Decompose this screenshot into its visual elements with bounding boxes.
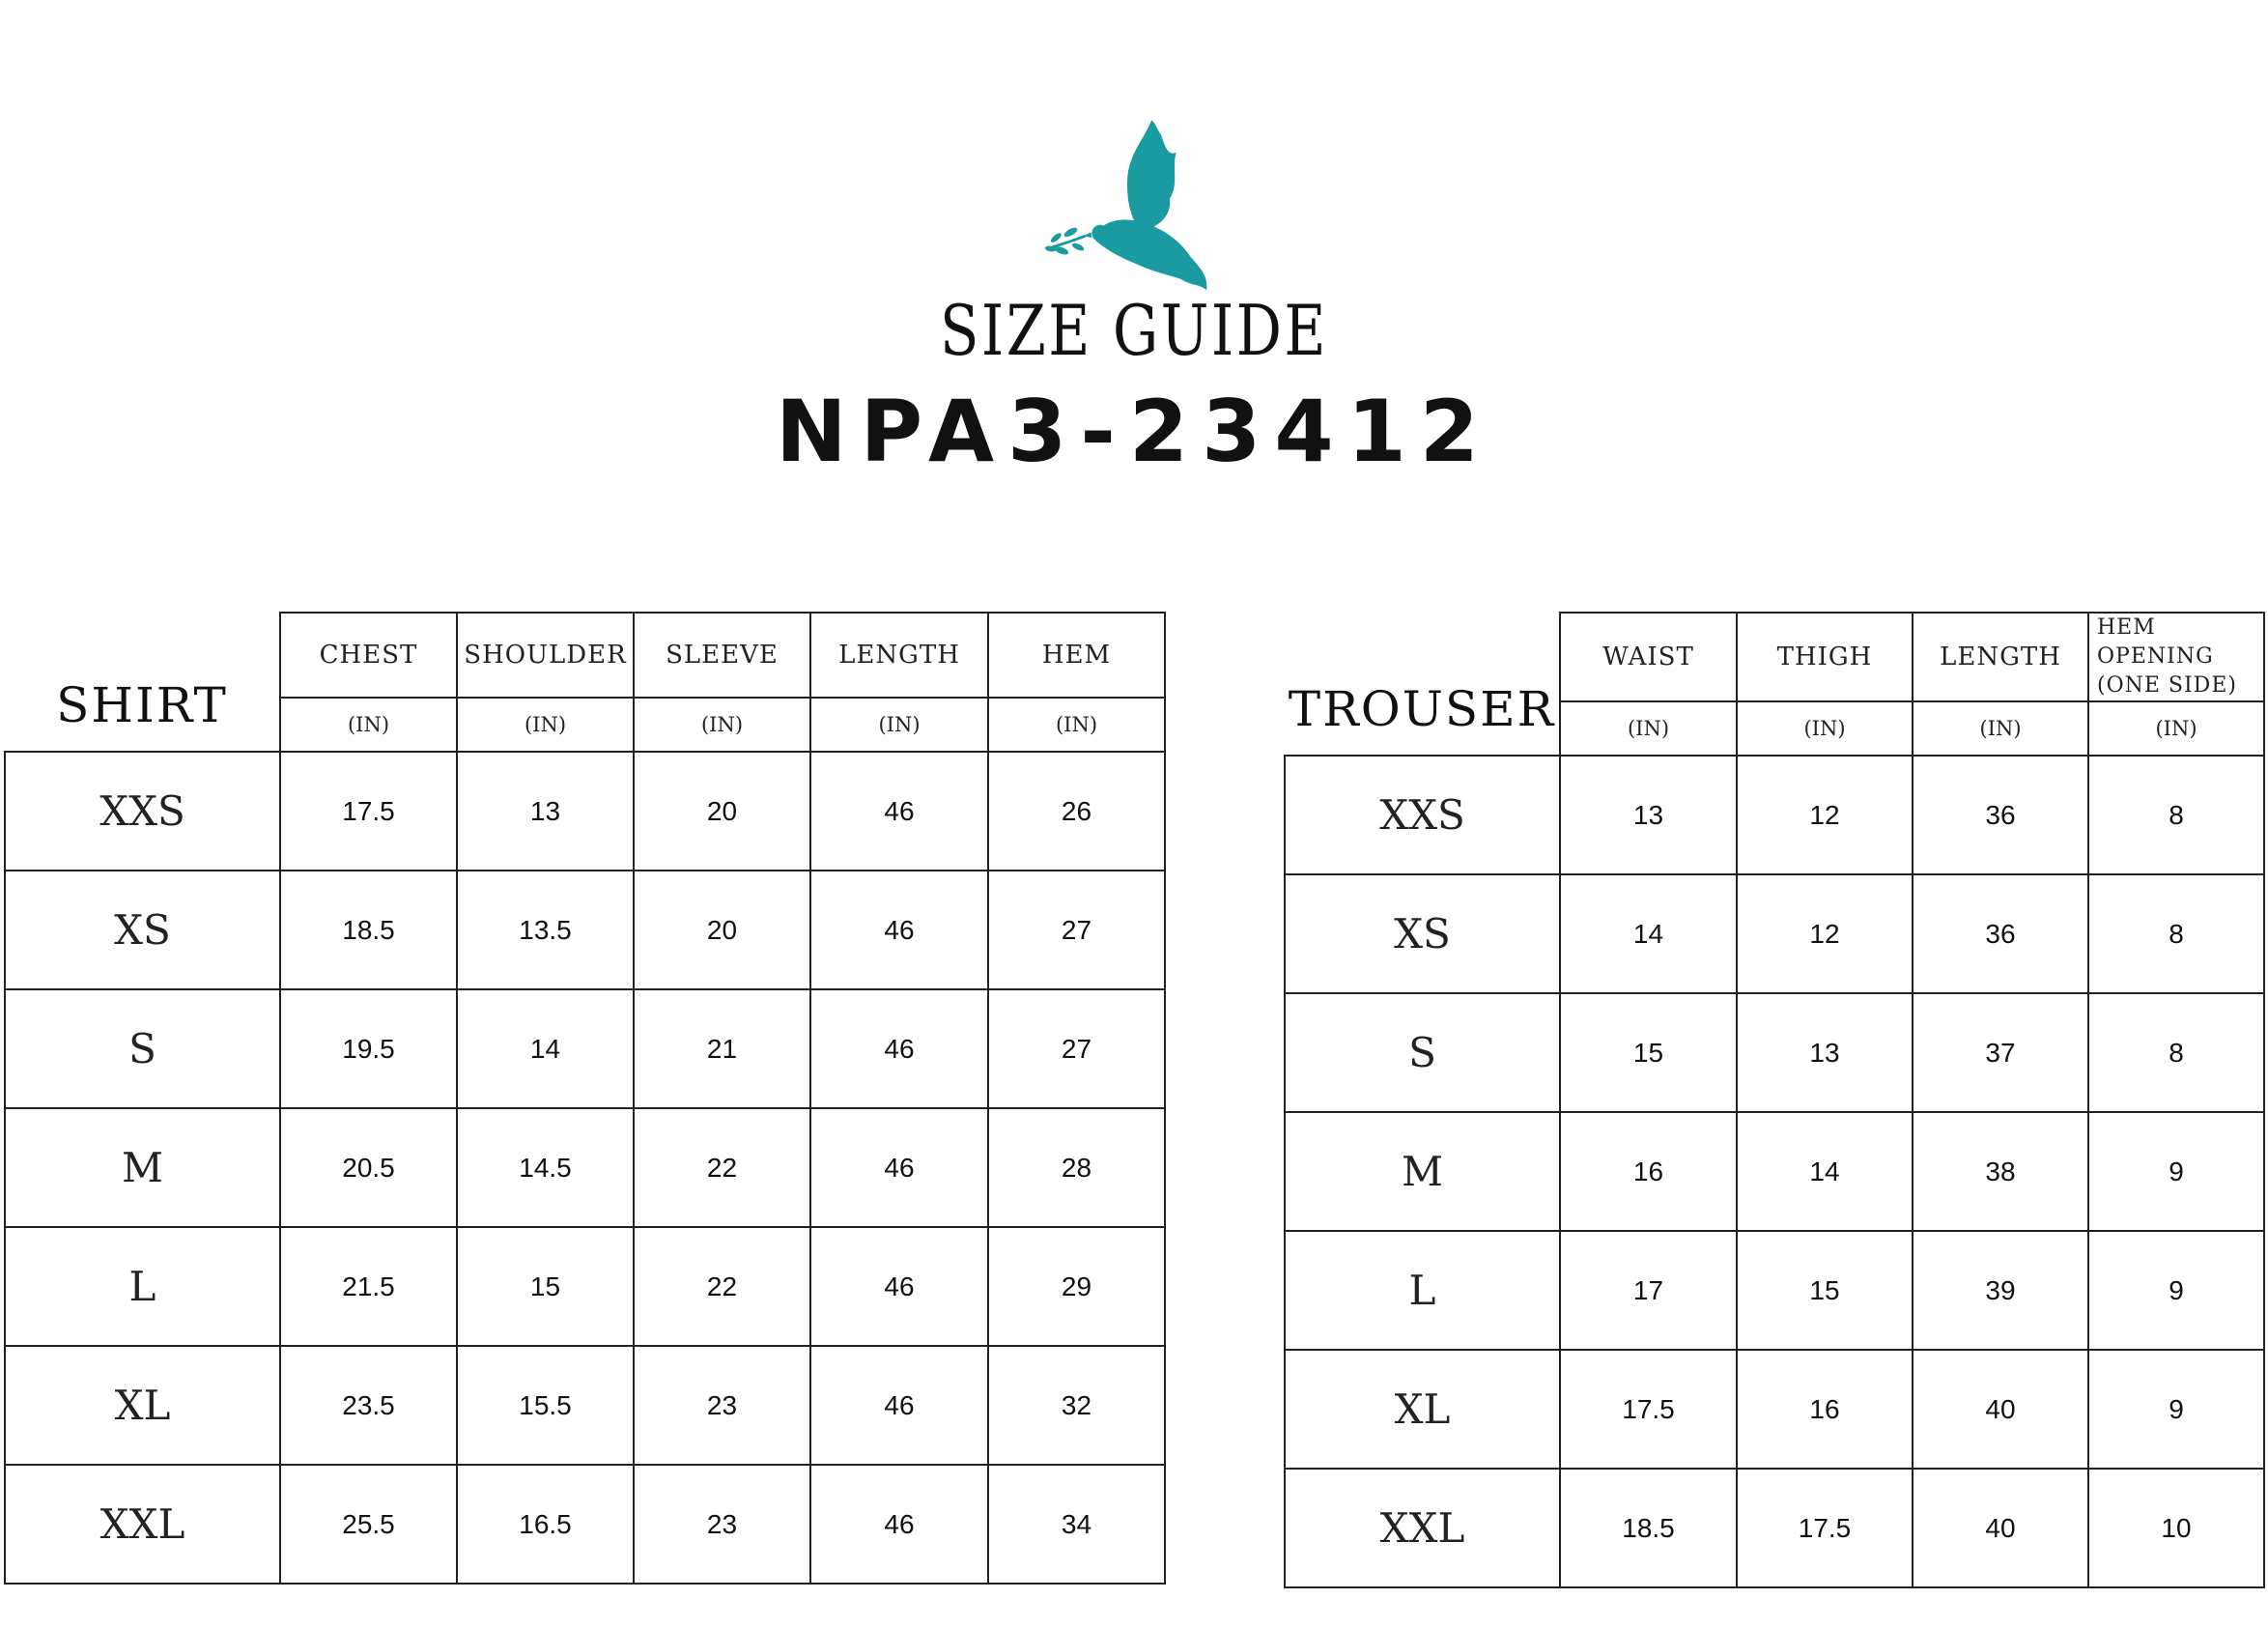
- unit-label: (IN): [1913, 701, 2088, 756]
- table-cell: 8: [2088, 756, 2264, 874]
- table-cell: 13: [1737, 993, 1913, 1112]
- table-row: [5, 989, 1165, 1108]
- table-cell: 16: [1560, 1112, 1737, 1231]
- column-header-hem: HEM: [988, 613, 1165, 698]
- table-cell: 14: [1737, 1112, 1913, 1231]
- table-cell: 27: [988, 871, 1165, 989]
- table-cell: 22: [634, 1108, 810, 1227]
- column-header-hem-opening: HEM OPENING (ONE SIDE): [2088, 613, 2264, 701]
- column-header-shoulder: SHOULDER: [457, 613, 634, 698]
- table-row: [5, 752, 1165, 871]
- table-row: [5, 871, 1165, 989]
- unit-label: (IN): [1737, 701, 1913, 756]
- table-cell: 8: [2088, 993, 2264, 1112]
- column-header-waist: WAIST: [1560, 613, 1737, 701]
- dove-with-olive-branch-icon: [1043, 106, 1227, 300]
- table-cell: 46: [810, 1108, 988, 1227]
- table-cell: 46: [810, 752, 988, 871]
- size-label: S: [1285, 993, 1560, 1112]
- table-cell: 23.5: [280, 1346, 457, 1465]
- table-cell: 28: [988, 1108, 1165, 1227]
- size-label: S: [5, 989, 280, 1108]
- table-cell: 16.5: [457, 1465, 634, 1584]
- table-row: [1285, 1350, 2264, 1469]
- size-label: XL: [5, 1346, 280, 1465]
- trouser-label: TROUSER: [1285, 613, 1560, 756]
- table-cell: 12: [1737, 874, 1913, 993]
- column-header-length: LENGTH: [1913, 613, 2088, 701]
- table-cell: 17.5: [280, 752, 457, 871]
- table-cell: 15.5: [457, 1346, 634, 1465]
- size-label: XL: [1285, 1350, 1560, 1469]
- table-cell: 23: [634, 1346, 810, 1465]
- unit-label: (IN): [457, 698, 634, 752]
- size-label: XS: [1285, 874, 1560, 993]
- table-cell: 9: [2088, 1112, 2264, 1231]
- table-cell: 21.5: [280, 1227, 457, 1346]
- table-cell: 20: [634, 752, 810, 871]
- size-label: L: [5, 1227, 280, 1346]
- table-cell: 46: [810, 1346, 988, 1465]
- table-cell: 46: [810, 1227, 988, 1346]
- size-label: XXS: [5, 752, 280, 871]
- table-cell: 13: [457, 752, 634, 871]
- table-row: [1285, 1112, 2264, 1231]
- unit-label: (IN): [810, 698, 988, 752]
- trouser-size-table: [1284, 612, 2265, 1588]
- size-label: XXL: [1285, 1469, 1560, 1587]
- table-cell: 14: [1560, 874, 1737, 993]
- table-cell: 34: [988, 1465, 1165, 1584]
- table-cell: 22: [634, 1227, 810, 1346]
- table-cell: 36: [1913, 874, 2088, 993]
- table-cell: 39: [1913, 1231, 2088, 1350]
- table-cell: 15: [1737, 1231, 1913, 1350]
- table-cell: 23: [634, 1465, 810, 1584]
- table-cell: 38: [1913, 1112, 2088, 1231]
- unit-label: (IN): [988, 698, 1165, 752]
- table-cell: 17: [1560, 1231, 1737, 1350]
- table-cell: 27: [988, 989, 1165, 1108]
- table-row: [1285, 874, 2264, 993]
- column-header-thigh: THIGH: [1737, 613, 1913, 701]
- unit-label: (IN): [2088, 701, 2264, 756]
- table-cell: 13: [1560, 756, 1737, 874]
- table-row: [5, 1108, 1165, 1227]
- table-cell: 26: [988, 752, 1165, 871]
- table-cell: 13.5: [457, 871, 634, 989]
- table-cell: 17.5: [1560, 1350, 1737, 1469]
- table-cell: 29: [988, 1227, 1165, 1346]
- table-cell: 32: [988, 1346, 1165, 1465]
- shirt-size-table: [4, 612, 1166, 1585]
- unit-label: (IN): [634, 698, 810, 752]
- column-header-sleeve: SLEEVE: [634, 613, 810, 698]
- table-row: [5, 1465, 1165, 1584]
- table-cell: 20: [634, 871, 810, 989]
- table-cell: 46: [810, 989, 988, 1108]
- table-cell: 17.5: [1737, 1469, 1913, 1587]
- table-cell: 15: [1560, 993, 1737, 1112]
- table-cell: 25.5: [280, 1465, 457, 1584]
- table-row: [5, 1227, 1165, 1346]
- table-cell: 19.5: [280, 989, 457, 1108]
- shirt-label: SHIRT: [5, 613, 280, 752]
- table-cell: 40: [1913, 1469, 2088, 1587]
- size-label: M: [1285, 1112, 1560, 1231]
- size-label: L: [1285, 1231, 1560, 1350]
- size-label: M: [5, 1108, 280, 1227]
- table-cell: 12: [1737, 756, 1913, 874]
- table-cell: 15: [457, 1227, 634, 1346]
- table-cell: 46: [810, 871, 988, 989]
- table-cell: 16: [1737, 1350, 1913, 1469]
- unit-label: (IN): [280, 698, 457, 752]
- table-row: [1285, 1469, 2264, 1587]
- table-cell: 40: [1913, 1350, 2088, 1469]
- column-header-length: LENGTH: [810, 613, 988, 698]
- table-cell: 18.5: [280, 871, 457, 989]
- column-header-chest: CHEST: [280, 613, 457, 698]
- table-row: [1285, 1231, 2264, 1350]
- size-label: XXL: [5, 1465, 280, 1584]
- table-cell: 14.5: [457, 1108, 634, 1227]
- table-cell: 37: [1913, 993, 2088, 1112]
- table-cell: 9: [2088, 1350, 2264, 1469]
- product-code: NPA3-23412: [775, 382, 1493, 481]
- size-label: XS: [5, 871, 280, 989]
- table-cell: 36: [1913, 756, 2088, 874]
- page-title: SIZE GUIDE: [940, 290, 1328, 371]
- table-cell: 10: [2088, 1469, 2264, 1587]
- table-cell: 21: [634, 989, 810, 1108]
- table-row: [5, 1346, 1165, 1465]
- size-label: XXS: [1285, 756, 1560, 874]
- table-row: [1285, 993, 2264, 1112]
- table-cell: 46: [810, 1465, 988, 1584]
- table-cell: 14: [457, 989, 634, 1108]
- table-row: [1285, 756, 2264, 874]
- unit-label: (IN): [1560, 701, 1737, 756]
- table-cell: 18.5: [1560, 1469, 1737, 1587]
- table-cell: 9: [2088, 1231, 2264, 1350]
- table-cell: 20.5: [280, 1108, 457, 1227]
- table-cell: 8: [2088, 874, 2264, 993]
